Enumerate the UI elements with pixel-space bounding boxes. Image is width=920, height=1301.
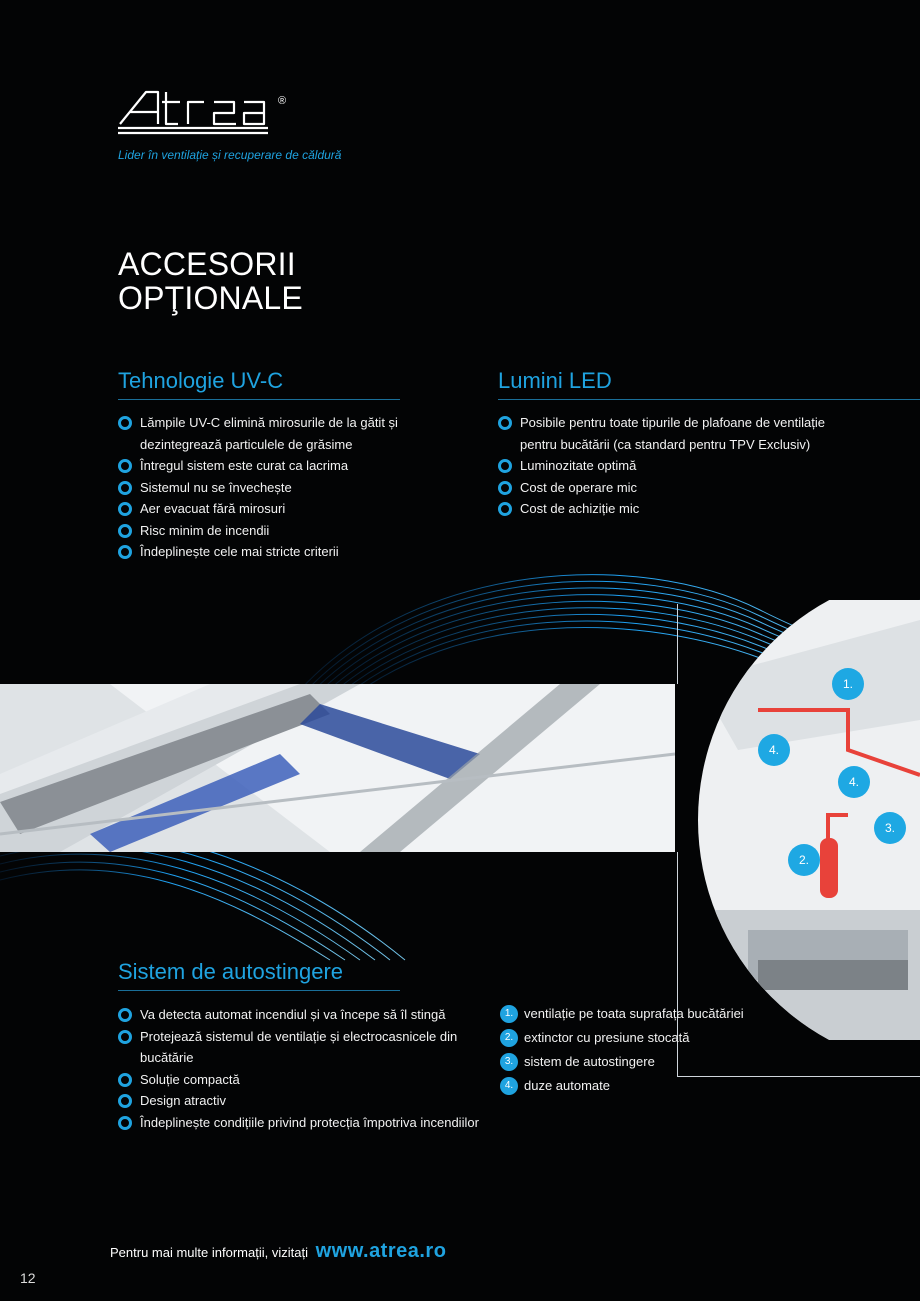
kitchen-photo — [698, 600, 920, 1040]
legend-item: 2. extinctor cu presiune stocată — [500, 1026, 744, 1050]
led-heading: Lumini LED — [498, 368, 612, 393]
ceiling-photo — [0, 684, 675, 852]
frame-line — [677, 604, 678, 684]
bullet-icon — [118, 1094, 132, 1108]
bullet-icon — [118, 1116, 132, 1130]
list-item: Cost de operare mic — [498, 477, 858, 499]
legend-number: 2. — [500, 1029, 518, 1047]
bullet-icon — [498, 481, 512, 495]
website-link[interactable]: www.atrea.ro — [315, 1240, 447, 1262]
uvc-heading: Tehnologie UV-C — [118, 368, 284, 393]
page-title — [118, 247, 303, 315]
footer-text: Pentru mai multe informații, vizitați — [110, 1245, 308, 1260]
list-item: Îndeplinește condițiile privind protecția împotriva incendiilor — [118, 1112, 498, 1134]
bullet-icon — [118, 481, 132, 495]
list-item: Sistemul nu se învechește — [118, 477, 438, 499]
atrea-logo — [118, 84, 328, 142]
page-title-line-2: OPŢIONALE — [118, 280, 303, 316]
uvc-divider — [118, 399, 400, 400]
list-item: Lămpile UV-C elimină mirosurile de la gătit și dezintegrează particulele de grăsime — [118, 412, 438, 455]
bullet-icon — [118, 459, 132, 473]
legend-item: 4. duze automate — [500, 1074, 744, 1098]
marker-1: 1. — [832, 668, 864, 700]
legend-item: 3. sistem de autostingere — [500, 1050, 744, 1074]
marker-2: 2. — [788, 844, 820, 876]
fire-list — [118, 1004, 498, 1133]
bullet-icon — [118, 1008, 132, 1022]
list-item: Cost de achiziție mic — [498, 498, 858, 520]
list-item: Risc minim de incendii — [118, 520, 438, 542]
list-item: Va detecta automat incendiul și va începe să îl stingă — [118, 1004, 498, 1026]
marker-4: 4. — [758, 734, 790, 766]
list-item: Luminozitate optimă — [498, 455, 858, 477]
page-title-line-1: ACCESORII — [118, 246, 296, 282]
list-item: Întregul sistem este curat ca lacrima — [118, 455, 438, 477]
page-number: 12 — [20, 1270, 36, 1286]
marker-3: 3. — [874, 812, 906, 844]
led-divider — [498, 399, 920, 400]
legend-number: 4. — [500, 1077, 518, 1095]
bullet-icon — [498, 416, 512, 430]
bullet-icon — [498, 459, 512, 473]
fire-divider — [118, 990, 400, 991]
bullet-icon — [118, 502, 132, 516]
legend-number: 1. — [500, 1005, 518, 1023]
bullet-icon — [118, 416, 132, 430]
bullet-icon — [118, 1030, 132, 1044]
registered-mark: ® — [278, 95, 287, 107]
bullet-icon — [118, 1073, 132, 1087]
led-list — [498, 412, 858, 520]
list-item: Soluție compactă — [118, 1069, 498, 1091]
list-item: Aer evacuat fără mirosuri — [118, 498, 438, 520]
list-item: Îndeplinește cele mai stricte criterii — [118, 541, 438, 563]
tagline: Lider în ventilație și recuperare de căldură — [118, 148, 342, 162]
fire-legend — [500, 1002, 744, 1098]
bullet-icon — [118, 524, 132, 538]
legend-item: 1. ventilație pe toata suprafața bucătăriei — [500, 1002, 744, 1026]
fire-heading: Sistem de autostingere — [118, 959, 344, 984]
list-item: Posibile pentru toate tipurile de plafoane de ventilație pentru bucătării (ca standard pentru TPV Exclusiv) — [498, 412, 858, 455]
uvc-list — [118, 412, 438, 563]
bullet-icon — [118, 545, 132, 559]
footer — [110, 1240, 446, 1263]
bullet-icon — [498, 502, 512, 516]
list-item: Protejează sistemul de ventilație și electrocasnicele din bucătărie — [118, 1026, 498, 1069]
legend-number: 3. — [500, 1053, 518, 1071]
list-item: Design atractiv — [118, 1090, 498, 1112]
marker-4: 4. — [838, 766, 870, 798]
